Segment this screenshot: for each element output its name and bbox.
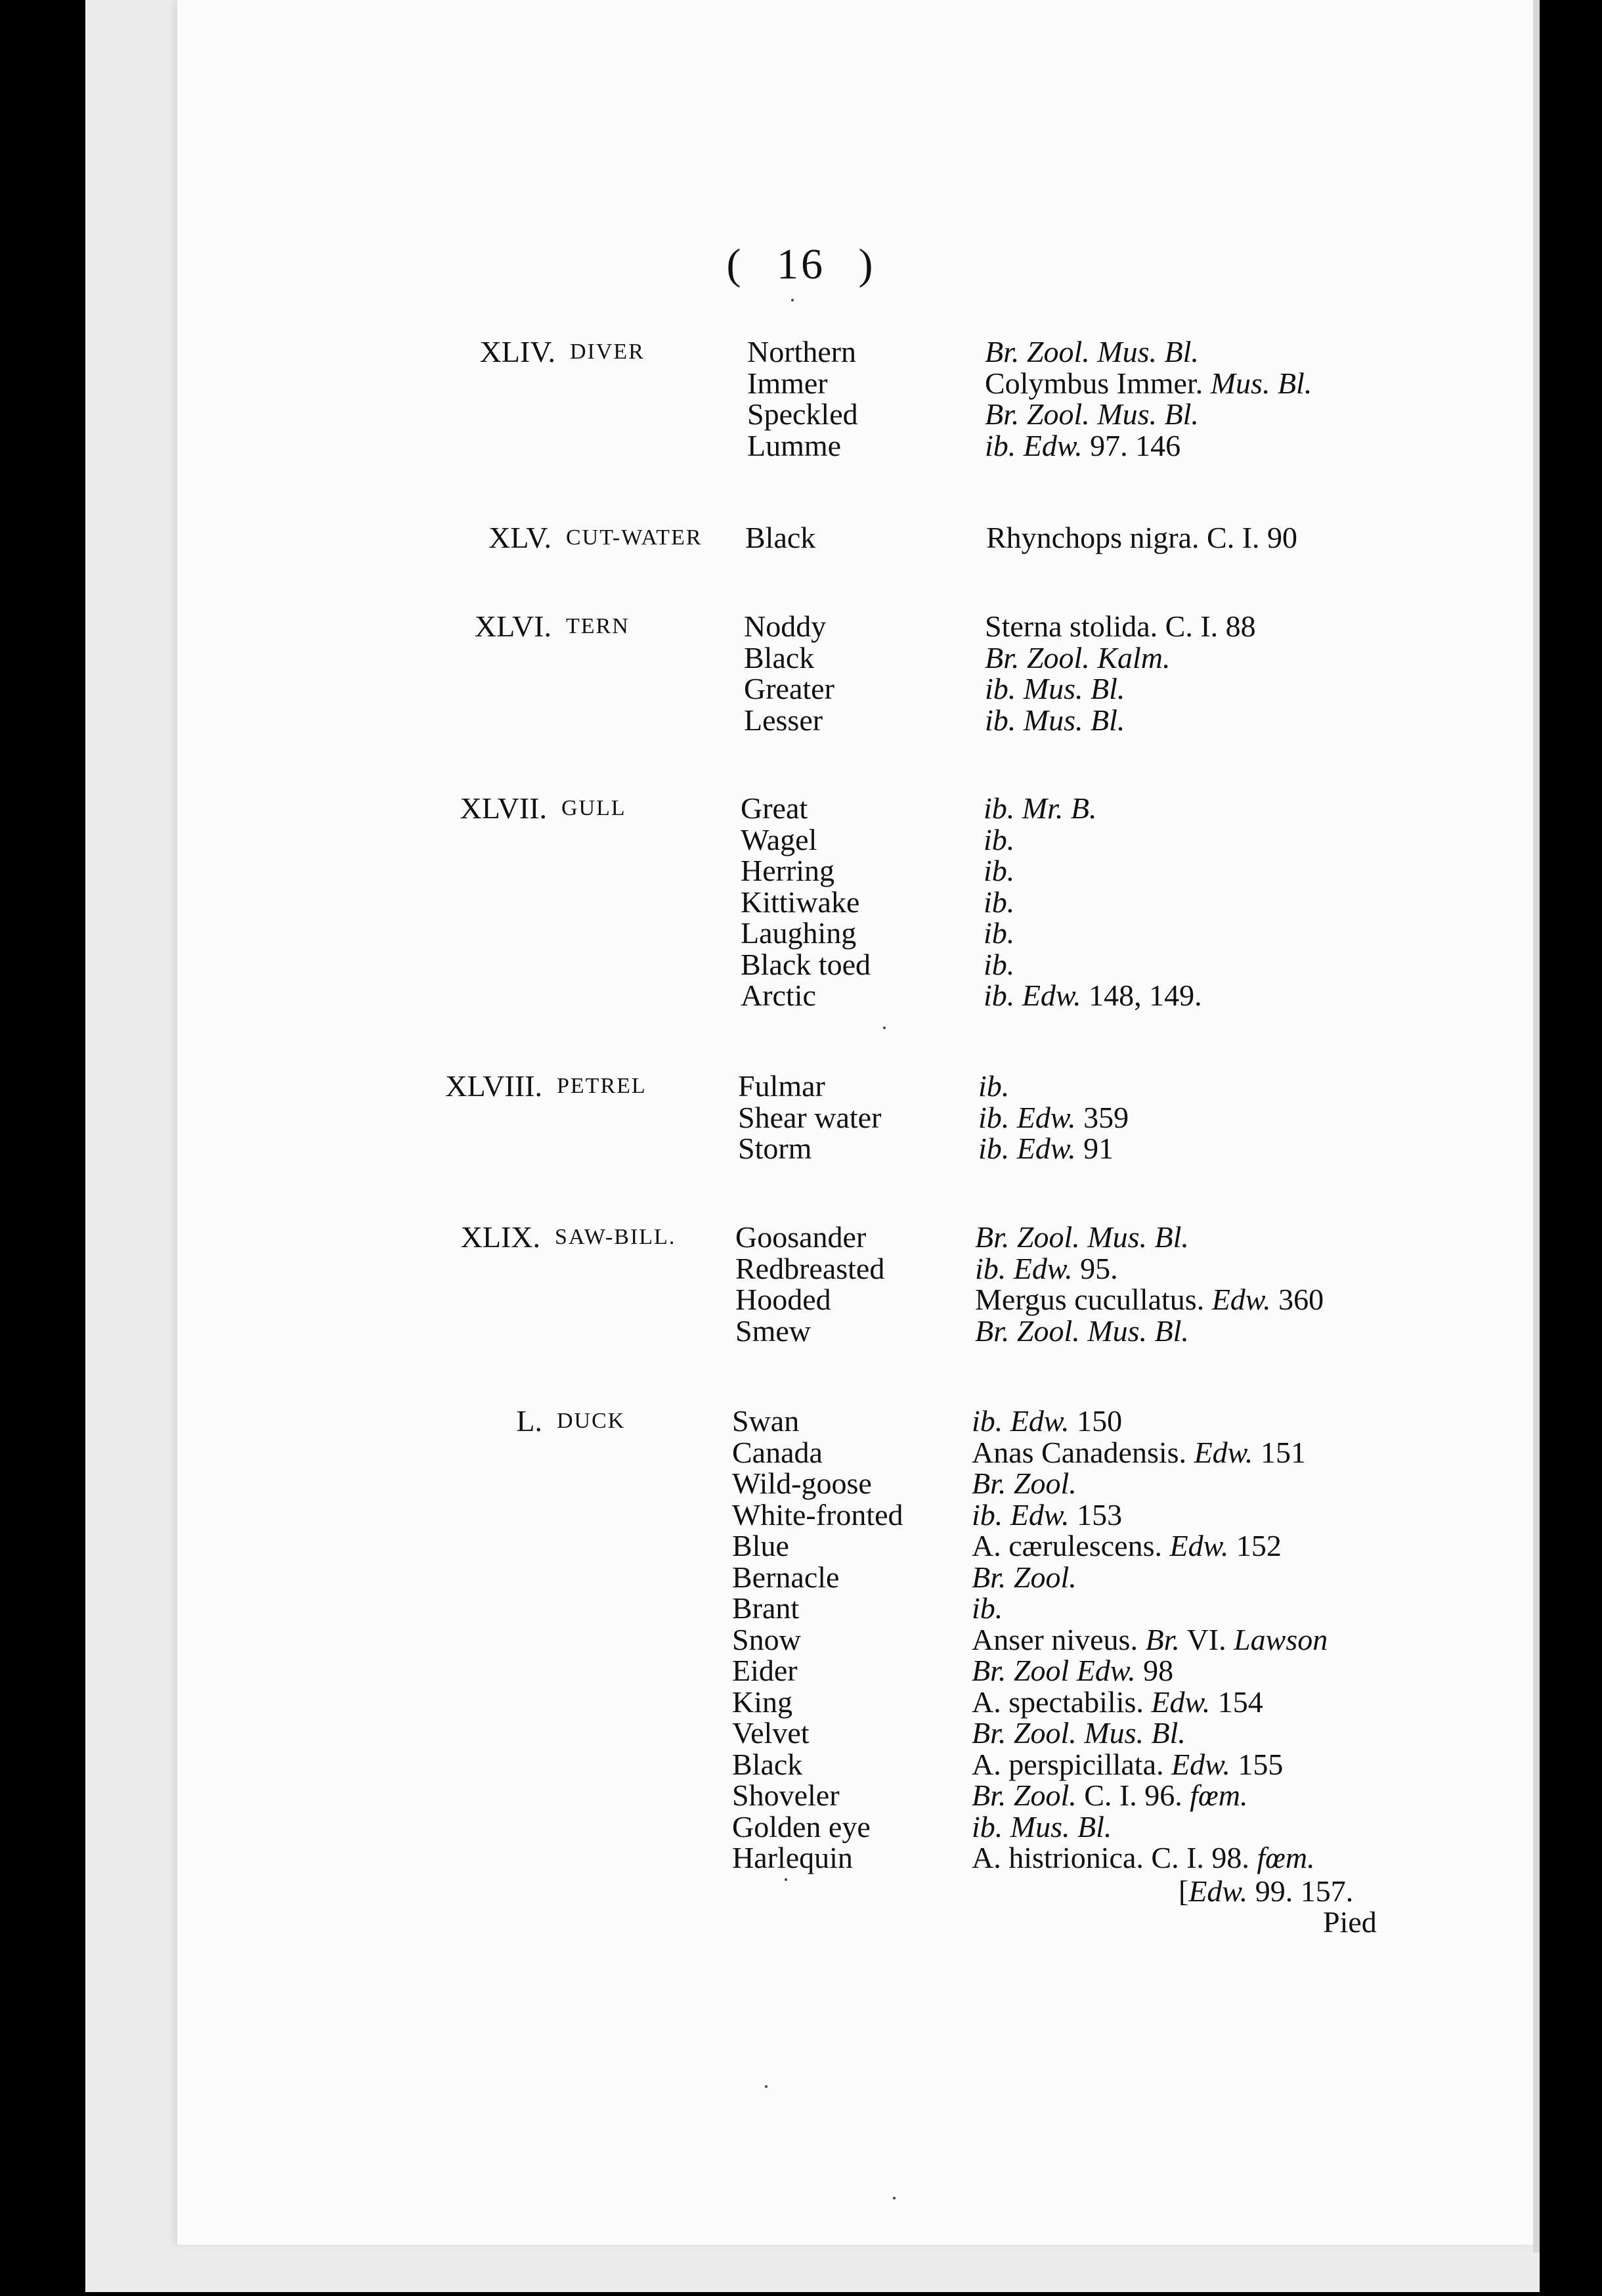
reference-part: Edw. bbox=[1211, 1283, 1271, 1316]
species-reference bbox=[972, 1530, 1282, 1562]
species-name: Noddy bbox=[744, 609, 827, 643]
species-reference bbox=[975, 1253, 1118, 1285]
species-name: Wild-goose bbox=[732, 1467, 872, 1500]
species-row bbox=[0, 1315, 1602, 1347]
species-row bbox=[0, 399, 1602, 430]
genus-numeral: XLIV. bbox=[479, 335, 555, 368]
reference-part: Br. Zool bbox=[972, 1654, 1070, 1687]
reference-part: 148, 149. bbox=[1081, 979, 1202, 1012]
reference-part: Br. Zool. bbox=[972, 1778, 1077, 1812]
species-name: Herring bbox=[741, 854, 835, 887]
species-row bbox=[0, 1284, 1602, 1315]
reference-part: Mus. Bl. bbox=[1097, 335, 1199, 368]
species-reference bbox=[972, 1717, 1186, 1749]
species-reference bbox=[985, 430, 1180, 462]
reference-part bbox=[1090, 335, 1098, 368]
genus-name: CUT-WATER bbox=[566, 525, 703, 550]
reference-part bbox=[1080, 1220, 1088, 1254]
folio-number: 16 bbox=[777, 240, 825, 288]
reference-part: 151 bbox=[1253, 1435, 1306, 1469]
species-row bbox=[0, 1780, 1602, 1811]
species-row bbox=[0, 855, 1602, 887]
species-reference bbox=[975, 1284, 1324, 1315]
reference-part: Br. Zool. bbox=[975, 1220, 1080, 1254]
reference-part: ib. bbox=[985, 703, 1016, 737]
species-name: Arctic bbox=[741, 979, 816, 1012]
species-reference bbox=[972, 1593, 1003, 1624]
species-reference bbox=[972, 1468, 1077, 1499]
reference-part: Edw. bbox=[1151, 1685, 1211, 1719]
reference-part: Mus. Bl. bbox=[1087, 1220, 1189, 1254]
reference-part: ib. bbox=[984, 916, 1015, 950]
species-row bbox=[0, 1624, 1602, 1656]
species-row bbox=[0, 1437, 1602, 1468]
reference-part: Br. bbox=[1145, 1622, 1180, 1656]
reference-part bbox=[1006, 1252, 1014, 1285]
reference-part: Sterna stolida. C. I. 88 bbox=[985, 609, 1256, 643]
genus-numeral: XLVI. bbox=[474, 609, 552, 643]
reference-part: Mr. B. bbox=[1022, 791, 1097, 825]
reference-part: Mus. Bl. bbox=[1023, 703, 1125, 737]
reference-part bbox=[1003, 1404, 1010, 1438]
species-reference bbox=[985, 673, 1125, 705]
reference-part: 98 bbox=[1135, 1654, 1174, 1687]
reference-part: Mus. Bl. bbox=[1023, 672, 1125, 705]
species-row bbox=[0, 980, 1602, 1011]
reference-part: Br. Zool. bbox=[975, 1314, 1080, 1348]
species-row bbox=[0, 705, 1602, 736]
reference-part: 153 bbox=[1069, 1497, 1123, 1532]
species-name: Shear water bbox=[738, 1100, 882, 1134]
reference-part: 360 bbox=[1270, 1283, 1324, 1316]
reference-part bbox=[1016, 703, 1024, 737]
reference-part: Mus. Bl. bbox=[1210, 366, 1312, 400]
species-row bbox=[0, 793, 1602, 824]
species-name: Eider bbox=[732, 1654, 798, 1687]
reference-part: ib. bbox=[978, 1132, 1010, 1165]
reference-part: 99. 157. bbox=[1247, 1874, 1354, 1908]
species-name: Kittiwake bbox=[741, 885, 860, 919]
reference-part: Edw. bbox=[1010, 1404, 1070, 1438]
reference-part bbox=[1080, 1314, 1088, 1348]
species-row bbox=[0, 1133, 1602, 1164]
reference-part bbox=[1069, 1654, 1077, 1687]
species-reference bbox=[985, 705, 1125, 736]
genus-name: DUCK bbox=[557, 1409, 626, 1433]
species-row bbox=[0, 430, 1602, 462]
species-name: Black toed bbox=[741, 947, 871, 981]
species-reference bbox=[972, 1749, 1283, 1780]
reference-part bbox=[1014, 979, 1022, 1012]
species-name: Black bbox=[744, 640, 815, 674]
species-row bbox=[0, 1499, 1602, 1531]
reference-part bbox=[1016, 672, 1024, 705]
genus-name: DIVER bbox=[570, 340, 645, 364]
reference-part: ib. bbox=[984, 791, 1015, 825]
reference-part bbox=[1090, 397, 1098, 431]
species-reference bbox=[984, 949, 1014, 981]
reference-part: Br. Zool. bbox=[972, 1716, 1077, 1750]
reference-part: Edw. bbox=[1016, 1132, 1076, 1165]
reference-part: ib. bbox=[985, 428, 1016, 462]
species-name: Lumme bbox=[747, 428, 842, 462]
reference-part: Edw. bbox=[1194, 1435, 1253, 1469]
reference-part: Edw. bbox=[1010, 1497, 1070, 1532]
reference-part: Edw. bbox=[1076, 1654, 1136, 1687]
reference-part: 150 bbox=[1069, 1404, 1123, 1438]
species-reference bbox=[972, 1624, 1328, 1656]
species-row bbox=[0, 1593, 1602, 1624]
reference-part: Edw. bbox=[1023, 428, 1083, 462]
species-name: Redbreasted bbox=[735, 1251, 885, 1285]
reference-part: 95. bbox=[1072, 1251, 1118, 1285]
reference-part: Mus. Bl. bbox=[1087, 1314, 1189, 1348]
reference-part bbox=[1009, 1132, 1017, 1165]
species-reference bbox=[984, 855, 1014, 887]
reference-part: A. histrionica. C. I. 98. bbox=[972, 1841, 1257, 1874]
species-name: Great bbox=[741, 791, 808, 825]
reference-part: Anser niveus. bbox=[972, 1622, 1146, 1656]
reference-part: ib. bbox=[985, 672, 1016, 705]
species-row bbox=[0, 1811, 1602, 1843]
reference-part: ib. bbox=[984, 947, 1015, 981]
species-reference bbox=[984, 824, 1014, 856]
species-row bbox=[0, 1842, 1602, 1874]
species-name: Greater bbox=[744, 672, 834, 705]
reference-part: ib. bbox=[972, 1497, 1003, 1532]
species-reference bbox=[972, 1687, 1263, 1718]
reference-part bbox=[1090, 641, 1098, 674]
reference-part: Br. Zool. bbox=[985, 397, 1090, 431]
reference-part: Mus. Bl. bbox=[1084, 1716, 1186, 1750]
species-row bbox=[0, 1253, 1602, 1285]
genus-name: SAW-BILL. bbox=[555, 1225, 676, 1249]
genus-numeral: XLIX. bbox=[460, 1220, 540, 1254]
species-row bbox=[0, 1717, 1602, 1749]
reference-part: Edw. bbox=[1013, 1251, 1073, 1285]
species-reference bbox=[978, 1071, 1009, 1102]
species-reference bbox=[972, 1562, 1077, 1593]
species-reference bbox=[972, 1437, 1306, 1468]
species-reference bbox=[984, 887, 1014, 918]
species-name: Swan bbox=[732, 1404, 800, 1438]
reference-part: ib. bbox=[984, 822, 1015, 856]
reference-part: ib. bbox=[975, 1251, 1007, 1285]
reference-part bbox=[1003, 1498, 1010, 1532]
species-name: Brant bbox=[732, 1591, 800, 1625]
ink-speck bbox=[893, 2197, 896, 2199]
species-name: White-fronted bbox=[732, 1497, 903, 1532]
reference-part: 152 bbox=[1228, 1529, 1282, 1562]
reference-part: 154 bbox=[1210, 1685, 1263, 1719]
reference-part bbox=[1014, 791, 1022, 825]
species-reference bbox=[986, 522, 1297, 554]
reference-part bbox=[1077, 1716, 1085, 1750]
species-name: Northern bbox=[747, 335, 857, 368]
species-reference bbox=[985, 399, 1199, 430]
species-name: Velvet bbox=[732, 1716, 810, 1750]
reference-part: Edw. bbox=[1169, 1529, 1229, 1562]
reference-part: 91 bbox=[1075, 1132, 1114, 1165]
species-reference bbox=[972, 1405, 1122, 1437]
species-name: Fulmar bbox=[738, 1069, 825, 1103]
species-name: Smew bbox=[735, 1314, 811, 1348]
species-reference bbox=[985, 336, 1199, 368]
reference-part: A. cærulescens. bbox=[972, 1529, 1170, 1562]
species-name: Blue bbox=[732, 1529, 789, 1562]
reference-part: fœm. bbox=[1190, 1778, 1248, 1812]
species-name: Wagel bbox=[741, 822, 817, 856]
species-reference bbox=[972, 1780, 1247, 1811]
reference-part: Br. Zool. bbox=[972, 1467, 1077, 1500]
genus-numeral: XLVIII. bbox=[445, 1069, 542, 1103]
folio-close-paren: ) bbox=[858, 240, 876, 288]
reference-part: 359 bbox=[1075, 1100, 1129, 1134]
species-name: Goosander bbox=[735, 1220, 867, 1254]
reference-part: Edw. bbox=[1022, 979, 1081, 1012]
reference-part: C. I. 96. bbox=[1076, 1778, 1190, 1812]
species-reference bbox=[984, 917, 1014, 949]
species-name: Canada bbox=[732, 1435, 823, 1469]
ink-speck bbox=[785, 1878, 787, 1881]
species-name: King bbox=[732, 1685, 792, 1719]
reference-part: Edw. bbox=[1188, 1874, 1248, 1908]
reference-part: [ bbox=[1179, 1874, 1189, 1908]
reference-part: Br. Zool. bbox=[972, 1560, 1077, 1594]
species-reference bbox=[978, 1133, 1114, 1164]
reference-part: ib. bbox=[972, 1404, 1003, 1438]
species-name: Bernacle bbox=[732, 1560, 840, 1594]
species-name: Snow bbox=[732, 1622, 801, 1656]
reference-part: VI. bbox=[1179, 1622, 1234, 1656]
species-reference bbox=[975, 1315, 1189, 1347]
species-reference bbox=[972, 1499, 1122, 1531]
reference-part: Mergus cucullatus. bbox=[975, 1283, 1212, 1316]
catchword bbox=[1323, 1905, 1377, 1939]
folio-open-paren: ( bbox=[726, 240, 744, 288]
species-reference bbox=[978, 1102, 1129, 1134]
reference-part: ib. bbox=[972, 1591, 1003, 1625]
reference-part: Edw. bbox=[1016, 1100, 1076, 1134]
species-row bbox=[0, 368, 1602, 399]
species-row bbox=[0, 1530, 1602, 1562]
genus-numeral: XLV. bbox=[488, 521, 552, 554]
reference-part: Colymbus Immer. bbox=[985, 366, 1211, 400]
species-row bbox=[0, 611, 1602, 642]
species-name: Immer bbox=[747, 366, 828, 400]
species-row bbox=[0, 1749, 1602, 1780]
species-reference bbox=[985, 642, 1170, 674]
species-reference bbox=[985, 368, 1312, 399]
species-name: Black bbox=[732, 1747, 803, 1781]
species-row bbox=[0, 949, 1602, 981]
reference-part: ib. bbox=[984, 854, 1015, 887]
reference-part: Anas Canadensis. bbox=[972, 1435, 1194, 1469]
species-row bbox=[0, 1102, 1602, 1134]
reference-part bbox=[1009, 1101, 1017, 1134]
reference-part: ib. bbox=[984, 979, 1015, 1012]
species-reference bbox=[972, 1655, 1173, 1687]
species-name: Harlequin bbox=[732, 1841, 853, 1874]
species-row bbox=[0, 336, 1602, 368]
genus-numeral: L. bbox=[516, 1404, 542, 1438]
species-row bbox=[0, 642, 1602, 674]
genus-name: GULL bbox=[561, 796, 626, 820]
species-row bbox=[0, 1655, 1602, 1687]
species-reference bbox=[972, 1811, 1112, 1843]
species-row bbox=[0, 887, 1602, 918]
species-name: Hooded bbox=[735, 1283, 831, 1316]
species-name: Lesser bbox=[744, 703, 823, 737]
species-reference bbox=[984, 980, 1202, 1011]
species-name: Black bbox=[745, 521, 816, 554]
reference-part: Rhynchops nigra. C. I. 90 bbox=[986, 521, 1298, 554]
species-reference bbox=[972, 1842, 1315, 1874]
species-row bbox=[0, 1405, 1602, 1437]
species-row bbox=[0, 1562, 1602, 1593]
species-name: Storm bbox=[738, 1132, 812, 1165]
species-row bbox=[0, 824, 1602, 856]
ink-speck bbox=[883, 1027, 886, 1029]
reference-continuation bbox=[1179, 1874, 1353, 1909]
species-row bbox=[0, 522, 1602, 554]
species-row bbox=[0, 1468, 1602, 1499]
reference-part: fœm. bbox=[1257, 1841, 1315, 1874]
reference-part: A. perspicillata. bbox=[972, 1747, 1172, 1781]
species-row bbox=[0, 1222, 1602, 1253]
species-reference bbox=[975, 1222, 1189, 1253]
reference-part: Br. Zool. bbox=[985, 335, 1090, 368]
species-name: Golden eye bbox=[732, 1809, 871, 1843]
reference-part: ib. bbox=[978, 1100, 1010, 1134]
ink-speck bbox=[791, 299, 794, 301]
species-name: Laughing bbox=[741, 916, 857, 950]
reference-part: ib. bbox=[978, 1069, 1010, 1103]
genus-numeral: XLVII. bbox=[460, 791, 547, 825]
reference-part bbox=[1016, 429, 1024, 462]
species-name: Shoveler bbox=[732, 1778, 840, 1812]
reference-part: 155 bbox=[1230, 1747, 1284, 1781]
species-name: Speckled bbox=[747, 397, 858, 431]
reference-part: Pied bbox=[1323, 1905, 1377, 1939]
page-number bbox=[0, 240, 1602, 290]
reference-part: Kalm. bbox=[1097, 640, 1171, 674]
species-row bbox=[0, 1687, 1602, 1718]
reference-part: ib. bbox=[984, 885, 1015, 919]
species-row bbox=[0, 673, 1602, 705]
species-row bbox=[0, 917, 1602, 949]
reference-part: Edw. bbox=[1171, 1747, 1230, 1781]
reference-part: 97. 146 bbox=[1082, 428, 1181, 462]
reference-part: Mus. Bl. bbox=[1097, 397, 1199, 431]
species-row bbox=[0, 1071, 1602, 1102]
species-reference bbox=[985, 611, 1256, 642]
genus-name: TERN bbox=[566, 614, 630, 638]
species-reference bbox=[984, 793, 1097, 824]
genus-name: PETREL bbox=[557, 1074, 647, 1098]
reference-part: A. spectabilis. bbox=[972, 1685, 1152, 1719]
reference-part: Br. Zool. bbox=[985, 640, 1090, 674]
reference-part: ib. Mus. Bl. bbox=[972, 1809, 1112, 1843]
reference-part: Lawson bbox=[1234, 1622, 1328, 1656]
ink-speck bbox=[765, 2085, 768, 2088]
